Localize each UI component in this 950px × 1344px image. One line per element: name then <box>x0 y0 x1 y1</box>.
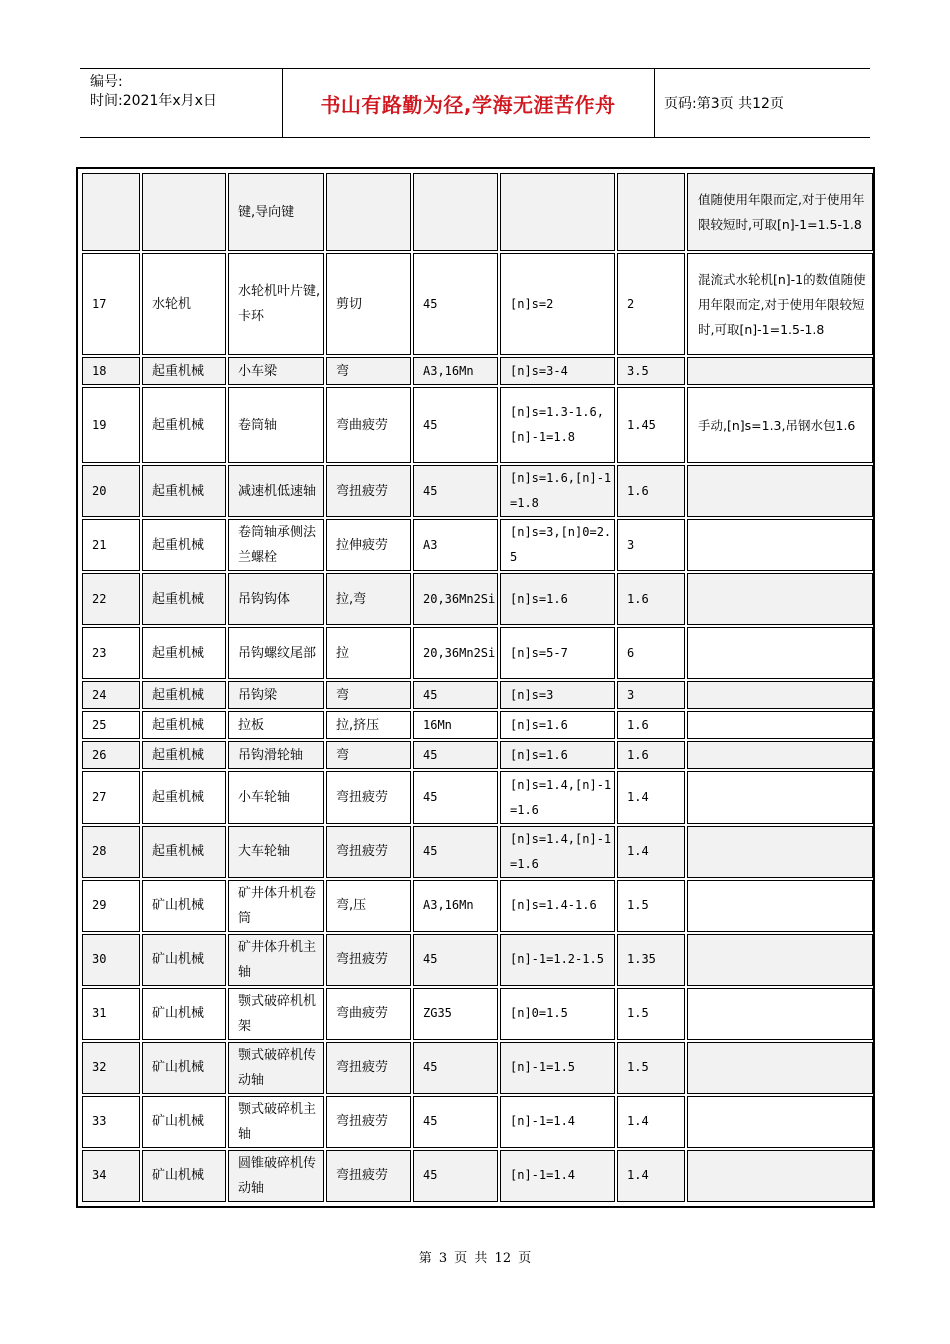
part-cell: 拉板 <box>228 711 324 739</box>
part-cell: 吊钩滑轮轴 <box>228 741 324 769</box>
part-cell: 键,导向键 <box>228 173 324 251</box>
safety-factor-table <box>76 167 875 1208</box>
row-number-cell: 22 <box>82 573 140 625</box>
factor-value-cell: 1.5 <box>617 988 685 1040</box>
part-cell: 吊钩螺纹尾部 <box>228 627 324 679</box>
field-cell: 起重机械 <box>142 465 226 517</box>
load-type-cell: 弯 <box>326 357 411 385</box>
table-row <box>82 988 873 1040</box>
load-type-cell: 弯扭疲劳 <box>326 934 411 986</box>
field-cell: 矿山机械 <box>142 934 226 986</box>
row-number-cell: 27 <box>82 771 140 823</box>
part-cell: 颚式破碎机机架 <box>228 988 324 1040</box>
table-grid <box>80 171 875 1204</box>
field-cell <box>142 173 226 251</box>
table-row <box>82 880 873 932</box>
note-cell <box>687 711 873 739</box>
note-cell <box>687 357 873 385</box>
note-cell <box>687 741 873 769</box>
row-number-cell: 32 <box>82 1042 140 1094</box>
load-type-cell: 拉伸疲劳 <box>326 519 411 571</box>
row-number-cell: 34 <box>82 1150 140 1202</box>
table-row <box>82 741 873 769</box>
load-type-cell: 弯曲疲劳 <box>326 988 411 1040</box>
page-footer: 第 3 页 共 12 页 <box>418 1251 532 1266</box>
field-cell: 起重机械 <box>142 771 226 823</box>
factor-value-cell: 1.5 <box>617 1042 685 1094</box>
part-cell: 圆锥破碎机传动轴 <box>228 1150 324 1202</box>
load-type-cell: 拉,挤压 <box>326 711 411 739</box>
row-number-cell: 26 <box>82 741 140 769</box>
allowable-factor-cell: [n]s=1.6 <box>500 741 615 769</box>
material-cell <box>413 173 498 251</box>
row-number-cell: 29 <box>82 880 140 932</box>
header-page-info: 页码:第3页 共12页 <box>664 96 784 112</box>
table-row <box>82 934 873 986</box>
factor-value-cell: 1.6 <box>617 573 685 625</box>
load-type-cell: 弯扭疲劳 <box>326 465 411 517</box>
factor-value-cell: 1.4 <box>617 826 685 878</box>
row-number-cell: 18 <box>82 357 140 385</box>
material-cell: A3,16Mn <box>413 357 498 385</box>
material-cell: 45 <box>413 826 498 878</box>
field-cell: 矿山机械 <box>142 1150 226 1202</box>
allowable-factor-cell: [n]-1=1.4 <box>500 1150 615 1202</box>
note-cell: 手动,[n]s=1.3,吊钢水包1.6 <box>687 387 873 463</box>
material-cell: 45 <box>413 1150 498 1202</box>
table-row <box>82 173 873 251</box>
date-label: 时间:2021年x月x日 <box>90 93 217 109</box>
part-cell: 矿井体升机卷筒 <box>228 880 324 932</box>
row-number-cell: 28 <box>82 826 140 878</box>
table-row <box>82 387 873 463</box>
load-type-cell: 弯扭疲劳 <box>326 1042 411 1094</box>
note-cell <box>687 573 873 625</box>
table-row <box>82 357 873 385</box>
part-cell: 减速机低速轴 <box>228 465 324 517</box>
row-number-cell: 19 <box>82 387 140 463</box>
table-row <box>82 519 873 571</box>
factor-value-cell: 3 <box>617 519 685 571</box>
allowable-factor-cell: [n]s=1.4,[n]-1=1.6 <box>500 771 615 823</box>
part-cell: 水轮机叶片键,卡环 <box>228 253 324 355</box>
field-cell: 起重机械 <box>142 573 226 625</box>
material-cell: 45 <box>413 741 498 769</box>
allowable-factor-cell: [n]0=1.5 <box>500 988 615 1040</box>
header-motto: 书山有路勤为径,学海无涯苦作舟 <box>320 93 616 117</box>
table-row <box>82 1150 873 1202</box>
note-cell <box>687 771 873 823</box>
allowable-factor-cell: [n]s=1.6 <box>500 711 615 739</box>
material-cell: 20,36Mn2Si <box>413 627 498 679</box>
note-cell <box>687 988 873 1040</box>
load-type-cell: 弯扭疲劳 <box>326 1096 411 1148</box>
note-cell <box>687 519 873 571</box>
load-type-cell <box>326 173 411 251</box>
note-cell <box>687 880 873 932</box>
row-number-cell: 33 <box>82 1096 140 1148</box>
factor-value-cell: 1.4 <box>617 1150 685 1202</box>
allowable-factor-cell: [n]s=5-7 <box>500 627 615 679</box>
part-cell: 颚式破碎机主轴 <box>228 1096 324 1148</box>
load-type-cell: 剪切 <box>326 253 411 355</box>
table-row <box>82 1096 873 1148</box>
allowable-factor-cell: [n]s=3 <box>500 681 615 709</box>
allowable-factor-cell: [n]s=3,[n]0=2.5 <box>500 519 615 571</box>
allowable-factor-cell: [n]s=1.4-1.6 <box>500 880 615 932</box>
field-cell: 起重机械 <box>142 357 226 385</box>
note-cell <box>687 1042 873 1094</box>
note-cell: 混流式水轮机[n]-1的数值随使用年限而定,对于使用年限较短时,可取[n]-1=1.5-1.8 <box>687 253 873 355</box>
code-label: 编号: <box>90 74 123 90</box>
table-row <box>82 711 873 739</box>
table-row <box>82 627 873 679</box>
field-cell: 水轮机 <box>142 253 226 355</box>
load-type-cell: 弯扭疲劳 <box>326 1150 411 1202</box>
allowable-factor-cell: [n]-1=1.5 <box>500 1042 615 1094</box>
factor-value-cell: 1.6 <box>617 711 685 739</box>
load-type-cell: 弯 <box>326 741 411 769</box>
material-cell: 45 <box>413 1096 498 1148</box>
factor-value-cell: 3 <box>617 681 685 709</box>
load-type-cell: 弯,压 <box>326 880 411 932</box>
factor-value-cell: 1.6 <box>617 741 685 769</box>
row-number-cell: 31 <box>82 988 140 1040</box>
factor-value-cell: 1.35 <box>617 934 685 986</box>
row-number-cell <box>82 173 140 251</box>
allowable-factor-cell: [n]s=1.6,[n]-1=1.8 <box>500 465 615 517</box>
field-cell: 起重机械 <box>142 519 226 571</box>
table-row <box>82 681 873 709</box>
material-cell: A3,16Mn <box>413 880 498 932</box>
factor-value-cell: 6 <box>617 627 685 679</box>
row-number-cell: 17 <box>82 253 140 355</box>
load-type-cell: 拉,弯 <box>326 573 411 625</box>
material-cell: 45 <box>413 934 498 986</box>
part-cell: 大车轮轴 <box>228 826 324 878</box>
page-header <box>80 68 870 138</box>
part-cell: 小车轮轴 <box>228 771 324 823</box>
part-cell: 卷筒轴 <box>228 387 324 463</box>
row-number-cell: 20 <box>82 465 140 517</box>
field-cell: 矿山机械 <box>142 1042 226 1094</box>
note-cell <box>687 681 873 709</box>
factor-value-cell <box>617 173 685 251</box>
table-body <box>82 173 873 1202</box>
part-cell: 吊钩钩体 <box>228 573 324 625</box>
material-cell: A3 <box>413 519 498 571</box>
row-number-cell: 23 <box>82 627 140 679</box>
allowable-factor-cell: [n]s=1.6 <box>500 573 615 625</box>
note-cell <box>687 934 873 986</box>
field-cell: 矿山机械 <box>142 1096 226 1148</box>
material-cell: 45 <box>413 387 498 463</box>
allowable-factor-cell <box>500 173 615 251</box>
allowable-factor-cell: [n]-1=1.4 <box>500 1096 615 1148</box>
material-cell: ZG35 <box>413 988 498 1040</box>
note-cell <box>687 826 873 878</box>
header-divider <box>654 69 655 137</box>
factor-value-cell: 1.5 <box>617 880 685 932</box>
note-cell: 值随使用年限而定,对于使用年限较短时,可取[n]-1=1.5-1.8 <box>687 173 873 251</box>
field-cell: 起重机械 <box>142 826 226 878</box>
material-cell: 45 <box>413 681 498 709</box>
factor-value-cell: 1.45 <box>617 387 685 463</box>
allowable-factor-cell: [n]s=1.3-1.6,[n]-1=1.8 <box>500 387 615 463</box>
table-row <box>82 826 873 878</box>
load-type-cell: 拉 <box>326 627 411 679</box>
field-cell: 矿山机械 <box>142 988 226 1040</box>
row-number-cell: 24 <box>82 681 140 709</box>
table-row <box>82 253 873 355</box>
note-cell <box>687 1096 873 1148</box>
load-type-cell: 弯扭疲劳 <box>326 771 411 823</box>
factor-value-cell: 3.5 <box>617 357 685 385</box>
field-cell: 起重机械 <box>142 711 226 739</box>
row-number-cell: 25 <box>82 711 140 739</box>
field-cell: 矿山机械 <box>142 880 226 932</box>
table-row <box>82 573 873 625</box>
part-cell: 小车梁 <box>228 357 324 385</box>
table-row <box>82 1042 873 1094</box>
note-cell <box>687 465 873 517</box>
load-type-cell: 弯曲疲劳 <box>326 387 411 463</box>
field-cell: 起重机械 <box>142 681 226 709</box>
factor-value-cell: 1.6 <box>617 465 685 517</box>
allowable-factor-cell: [n]-1=1.2-1.5 <box>500 934 615 986</box>
field-cell: 起重机械 <box>142 741 226 769</box>
header-meta <box>90 73 217 111</box>
factor-value-cell: 1.4 <box>617 771 685 823</box>
factor-value-cell: 1.4 <box>617 1096 685 1148</box>
allowable-factor-cell: [n]s=3-4 <box>500 357 615 385</box>
part-cell: 卷筒轴承侧法兰螺栓 <box>228 519 324 571</box>
material-cell: 45 <box>413 1042 498 1094</box>
part-cell: 颚式破碎机传动轴 <box>228 1042 324 1094</box>
material-cell: 45 <box>413 771 498 823</box>
field-cell: 起重机械 <box>142 627 226 679</box>
material-cell: 16Mn <box>413 711 498 739</box>
material-cell: 20,36Mn2Si <box>413 573 498 625</box>
row-number-cell: 30 <box>82 934 140 986</box>
material-cell: 45 <box>413 253 498 355</box>
table-row <box>82 465 873 517</box>
note-cell <box>687 1150 873 1202</box>
factor-value-cell: 2 <box>617 253 685 355</box>
part-cell: 矿井体升机主轴 <box>228 934 324 986</box>
table-row <box>82 771 873 823</box>
material-cell: 45 <box>413 465 498 517</box>
allowable-factor-cell: [n]s=2 <box>500 253 615 355</box>
load-type-cell: 弯扭疲劳 <box>326 826 411 878</box>
row-number-cell: 21 <box>82 519 140 571</box>
allowable-factor-cell: [n]s=1.4,[n]-1=1.6 <box>500 826 615 878</box>
part-cell: 吊钩梁 <box>228 681 324 709</box>
load-type-cell: 弯 <box>326 681 411 709</box>
field-cell: 起重机械 <box>142 387 226 463</box>
note-cell <box>687 627 873 679</box>
